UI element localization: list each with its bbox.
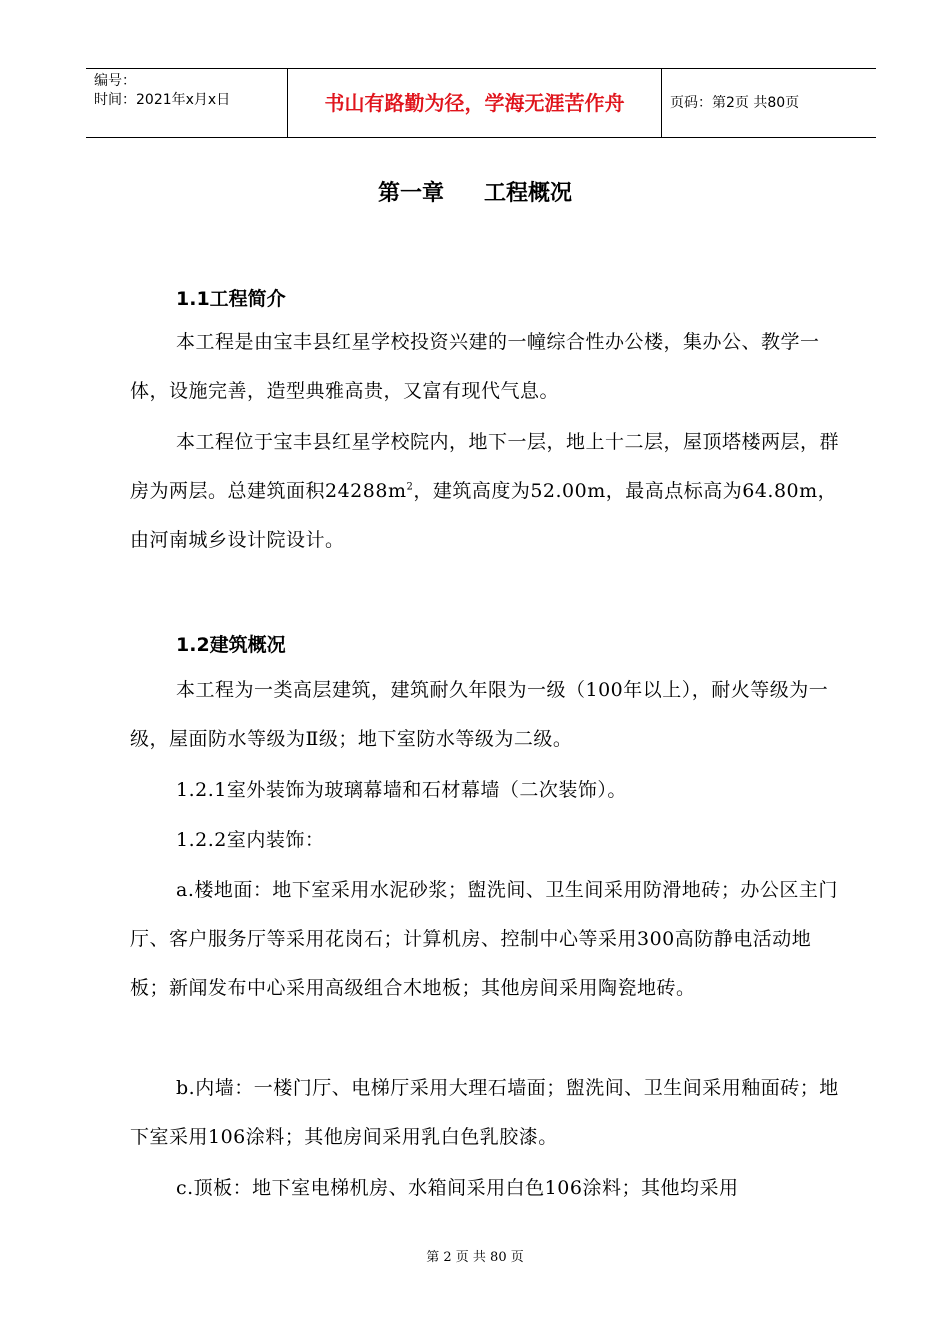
paragraph [130, 418, 850, 565]
paragraph: a.楼地面：地下室采用水泥砂浆；盥洗间、卫生间采用防滑地砖；办公区主门厅、客户服务厅等采用花岗石；计算机房、控制中心等采用300高防静电活动地板；新闻发布中心采用高级组合木地板；其他房间采用陶瓷地砖。 [130, 879, 838, 999]
superscript: 2 [406, 481, 414, 493]
paragraph: b.内墙：一楼门厅、电梯厅采用大理石墙面；盥洗间、卫生间采用釉面砖；地下室采用106涂料；其他房间采用乳白色乳胶漆。 [130, 1077, 839, 1148]
section-title: 1.1工程简介 [176, 288, 286, 310]
paragraph: c.顶板：地下室电梯机房、水箱间采用白色106涂料；其他均采用 [176, 1177, 739, 1199]
page-footer: 第 2 页 共 80 页 [426, 1250, 524, 1265]
paragraph: 本工程是由宝丰县红星学校投资兴建的一幢综合性办公楼，集办公、教学一体，设施完善，造型典雅高贵，又富有现代气息。 [130, 331, 820, 402]
header-motto: 书山有路勤为径，学海无涯苦作舟 [288, 69, 662, 137]
paragraph-text: ，建筑高度为52.00m，最高点标高为64.80m，由河南城乡设计院设计。 [130, 480, 838, 551]
time-label: 时间：2021年x月x日 [94, 92, 231, 108]
chapter-title [0, 176, 950, 207]
chapter-number: 第一章 [377, 181, 444, 206]
number-label: 编号： [94, 73, 136, 89]
paragraph: 本工程为一类高层建筑，建筑耐久年限为一级（100年以上），耐火等级为一级，屋面防水等级为Ⅱ级；地下室防水等级为二级。 [130, 679, 829, 750]
paragraph: 1.2.2室内装饰： [176, 829, 325, 851]
paragraph: 1.2.1室外装饰为玻璃幕墙和石材幕墙（二次装饰）。 [176, 779, 627, 801]
chapter-name: 工程概况 [484, 181, 573, 206]
paragraph-text: 本工程位于宝丰县红星学校院内，地下一层，地上十二层，屋顶塔楼两层，群房为两层。总建筑面积24288m [130, 431, 840, 502]
section-title: 1.2建筑概况 [176, 634, 286, 656]
header-table [86, 68, 876, 138]
header-page-label: 页码：第2页 共80页 [670, 95, 800, 111]
header-meta [86, 69, 288, 137]
